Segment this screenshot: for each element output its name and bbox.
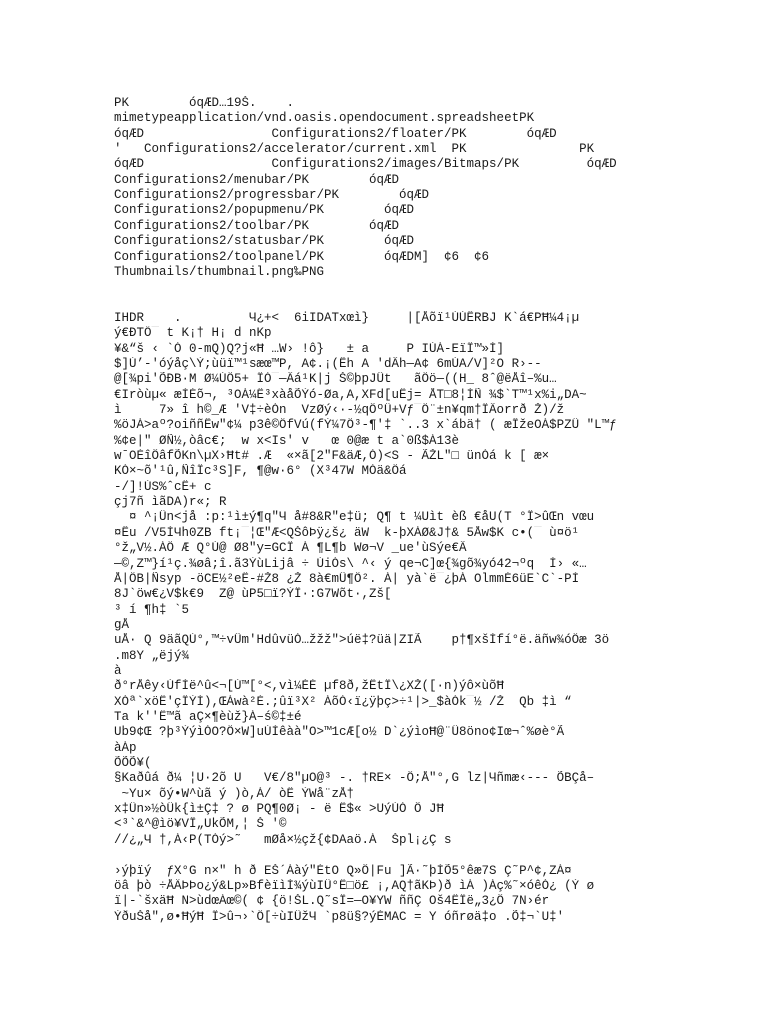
text-line: mimetypeapplication/vnd.oasis.opendocument.spreadsheetPK bbox=[114, 111, 535, 126]
text-line: çj7ñ ìãDA)r«; R bbox=[114, 495, 227, 510]
text-line: ¤ ^¡Ün<jå :p:¹ì±ý¶q"Ч å#8&R"e‡ü; Q¶ t ¼Uìt èß €åU(T °Ï>ûŒn vœu bbox=[114, 510, 595, 525]
text-line: ›ýþïý ƒX°G n×" h ð EŠ´Ààý"ÉtO Q»Ô|Fu ]Ã·˜þÍÕ5°êæ7S Ç˜P^¢,ZÀ¤ bbox=[114, 863, 572, 878]
text-line: öâ þò ÷ÅÄÞÞo¿ý&Lp»BfèïìÌ¾ýùIÜ°Ë□ö£ ¡,AQ†ãKÞ)ð ìÀ )Àç%˜×óêÒ¿ (Ý ø bbox=[114, 878, 595, 893]
text-line: Ta k''Ë™ã aÇ×¶èùž}À–ś©‡±é bbox=[114, 710, 302, 724]
text-line: -/]!ÙS%ˆcË+ c bbox=[114, 479, 212, 494]
text-line: Thumbnails/thumbnail.png‰PNG bbox=[114, 264, 325, 279]
text-line: %öJÀ>aº?oiññÊw"¢¼ p3ê©ÖfVú(fÝ¼7Ö³-¶'‡ `..3 x`ábä† ( æÎžeOÀ$PZÜ "L™ƒ bbox=[114, 418, 617, 433]
text-line: ý€ÐTŐ¯ t K¡† H¡ d nKp bbox=[114, 326, 272, 341]
text-line: Configurations2/toolpanel/PK óqÆDM] ¢6 ¢6 bbox=[114, 249, 490, 264]
text-line: IHDR . Ч¿+< 6iIDATxœì} |[Åõï¹ÙÙÊRBJ K`á€PĦ¼4¡µ bbox=[114, 310, 580, 325]
text-line: @[¾pi'ÕÐB·M Ø¼ÙÖ5+ ÏÓ¯—Âá¹K|j Š©þpJÛt ãÖö—((H_ 8ˆ@ëÅî–%u… bbox=[114, 372, 557, 387]
text-line: gÅ bbox=[114, 617, 130, 632]
text-line: ð°rÅêy‹ÚfÍë^û<¬[Ù™[°<,vì¼ÉÈ µf8ð,žËtÏ\¿XŽ([·n)ýô×ùõĦ bbox=[114, 679, 505, 694]
text-line: ~Yu× õý•W^ùã ý )ò,Á/ òË ÝWå¨zÅ† bbox=[114, 786, 355, 801]
text-line: —©,Z™}í¹ç.¾øâ;î.ã3ÝùLijâ ÷ ÙiÒs\ ^‹ ý qe¬C]œ{¾gõ¾yó42¬ºq Ì› «… bbox=[114, 556, 587, 571]
text-line: §Kaðûá ð¼ ¦U·2õ U V€/8"µO@³ -. †RE× -Ô;Å"°,G lz|Чñmæ‹--- ÕBÇå– bbox=[114, 771, 595, 786]
text-line: ¤Êu /V5ÍЧh0ZB ft¡¯¦Œ"Æ<QŠôÞÿ¿š¿ äW k-þXÁØ&J†& 5Åw$K c•(¯ ù¤ö¹ bbox=[114, 525, 580, 540]
text-line: óqÆD Configurations2/floater/PK óqÆD bbox=[114, 126, 557, 141]
text-line: ì 7» î h©_Æ 'V‡÷èÒn VzØý‹·-½qÔºÜ+Vƒ¯Ö¨±n¥qm†ÏÂorrð Ž)/ž bbox=[114, 403, 565, 417]
text-line: Configurations2/menubar/PK óqÆD bbox=[114, 172, 400, 187]
text-line: Ub9¢Œ ?þ³ÝýìÒO?Ö×W]uÙÍêàà"O>™1cÆ[o½ D`¿ýìoĦ@¨Ü8öno¢Iœ¬ˆ%øè°Ã bbox=[114, 725, 565, 740]
text-line: ÝðuŠå",ø•ĦýĦ Ï>û¬›`Ö[÷ùIÜžЧ `p8ü§?ýÈMAC = Y óñrøä‡o .Õ‡¬`U‡' bbox=[114, 909, 565, 924]
text-line: %¢e|" ØÑ½,òâc€; w x<Is' v œ 0@æ t a`0ß$À13è bbox=[114, 433, 460, 448]
text-line: wˉOÈîÔâfÕKn\µX›Ħt# .Æ «×ã[2"F&äÆ,Ò)<S - ÃŽL"□ ünÓá k [ æ× bbox=[114, 449, 550, 464]
text-line: ³ í ¶h‡ `5 bbox=[114, 602, 190, 617]
text-line: ÕÕÕ¥( bbox=[114, 756, 152, 771]
text-line: Configurations2/popupmenu/PK óqÆD bbox=[114, 203, 415, 218]
text-line: ¥&“š ‹ `Ó 0-mQ)Q?j«Ħ …W› !ô} ± a P IÙÀ-EïÏ™»Ì] bbox=[114, 341, 505, 356]
text-line: PK óqÆD…19Š. . bbox=[114, 96, 295, 110]
text-line: //¿„Ч †,À‹P(TÓý>˜ mØå×½çž{¢DAaö.À Špl¡¿Ç s bbox=[114, 832, 452, 847]
text-line: àÀp bbox=[114, 740, 137, 755]
text-line: uÅ· Q 9äãQÙ°,™÷vÛm'HdûvüÒ…žžž">úë‡?üä|ZIÃ p†¶xšÍfí°ë.äñw¾óÖæ 3ö bbox=[114, 633, 610, 648]
text-line: 8J`öw€¿V$k€9 Z@ ùP5□ï?ÝÏ·:G7Wõt·,Zš[ bbox=[114, 587, 392, 602]
text-line: Å|ÖB|Ñsyp -öCE½²eË-#Ž8 ¿Ž 8à€mÛ¶Ö². À| yà`ë¯¿þÀ OlmmÉ6üE`C`-PÍ bbox=[114, 571, 580, 586]
text-line: €Iròùµ« æÍÉõ¬, ³OÀ¼Ë³xàåÕÝó-Øa,A,XFd[uËj= ÅT□8¦ÌÑ ¾$`T™¹x%i„DA~ bbox=[114, 387, 587, 402]
text-line: x‡Ün»½òÜk{ì±Ç‡ ? ø PQ¶0Ø¡ - ë Ë$« >UýÚÓ Ô JĦ bbox=[114, 802, 445, 817]
text-line: ï|-`šxäĦ N>ùdœÀœ©( ¢ {ö!ŠL.Q˜sÏ=—O¥YW ññÇ Oš4ËÏë„3¿Ô 7N›ér bbox=[114, 894, 550, 909]
text-line: XÒª`xöË'çÏÝÌ),ŒÁwà²È.;ûï³X² ÀõÓ‹ï¿ÿþç>÷¹|>_$àÓk¯½ /Ž Qb ‡ì “ bbox=[114, 694, 572, 709]
text-line: °ž„V½.ÀÖ Æ Q°Ù@ Ø8"y=GCÏ À ¶L¶b Wø¬V _ue'ùSýe€Â bbox=[114, 541, 467, 556]
text-line: Configurations2/toolbar/PK óqÆD bbox=[114, 218, 400, 233]
text-line: <³`&^@ìö¥VÎ„UkÕM,¦ Š '© bbox=[114, 817, 287, 832]
text-line: .m8Y „ëjý¾ bbox=[114, 648, 190, 663]
text-line: ' Configurations2/accelerator/current.xml PK PK bbox=[114, 142, 595, 157]
text-line: à bbox=[114, 663, 122, 678]
text-line: $]Ù’-'óýåç\Ý;ùüï™¹sæœ™P, A¢.¡(Êh A 'dÂh—A¢ 6mÚA/V]²O R›-- bbox=[114, 356, 542, 371]
text-line: KÓ×~õ'¹û,ÑîÏc³S]F, ¶@w·6° (X³47W MÒä&Öá bbox=[114, 464, 407, 479]
text-line: Configurations2/statusbar/PK óqÆD bbox=[114, 234, 415, 249]
text-line: óqÆD Configurations2/images/Bitmaps/PK óqÆD bbox=[114, 157, 617, 172]
text-line: Configurations2/progressbar/PK óqÆD bbox=[114, 188, 430, 203]
